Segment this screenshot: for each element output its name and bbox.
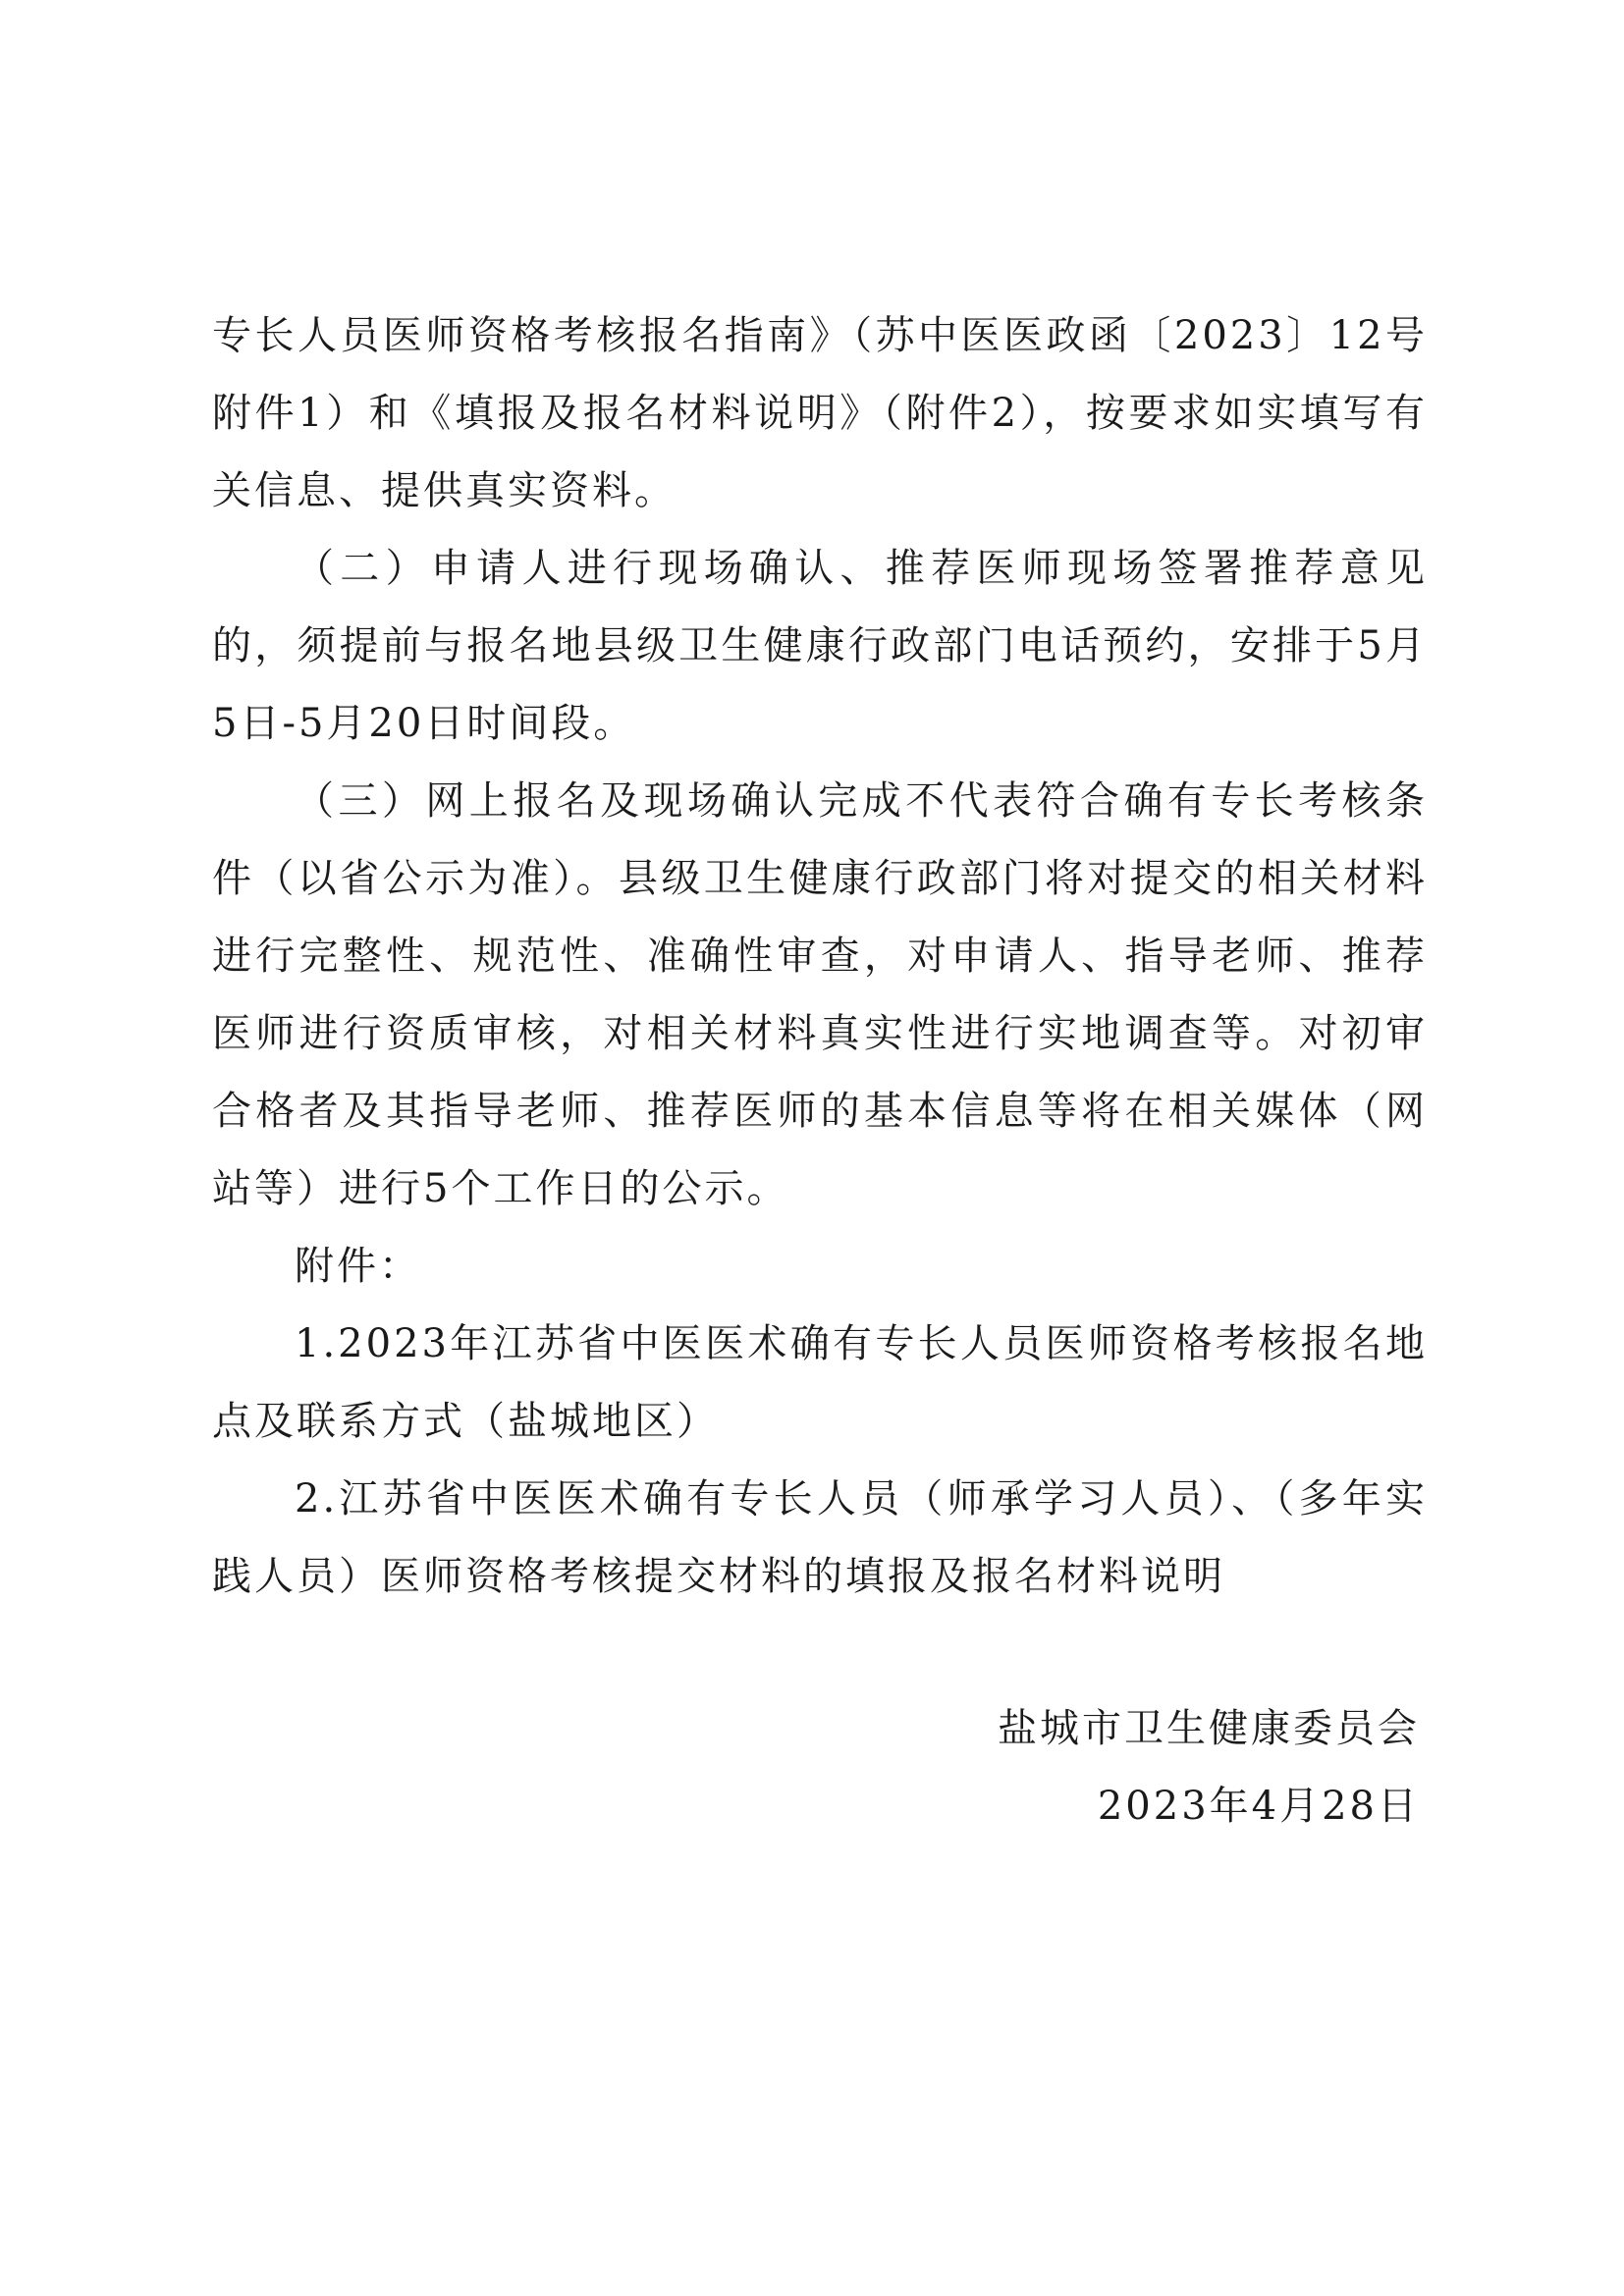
paragraph-review-notice: （三）网上报名及现场确认完成不代表符合确有专长考核条件（以省公示为准）。县级卫生健康行政部门将对提交的相关材料进行完整性、规范性、准确性审查，对申请人、指导老师、推荐医师进行资质审核，对相关材料真实性进行实地调查等。对初审合格者及其指导老师、推荐医师的基本信息等将在相关媒体（网站等）进行5个工作日的公示。 <box>212 778 1428 1211</box>
attachment-item-2: 2.江苏省中医医术确有专长人员（师承学习人员）、（多年实践人员）医师资格考核提交材料的填报及报名材料说明 <box>212 1476 1428 1599</box>
paragraph-guide-reference: 专长人员医师资格考核报名指南》（苏中医医政函〔2023〕12号附件1）和《填报及报名材料说明》（附件2），按要求如实填写有关信息、提供真实资料。 <box>212 313 1428 513</box>
document-body <box>212 297 1428 1616</box>
attachments-heading: 附件： <box>295 1244 421 1289</box>
attachment-item-1: 1.2023年江苏省中医医术确有专长人员医师资格考核报名地点及联系方式（盐城地区） <box>212 1321 1428 1444</box>
paragraph-onsite-confirmation: （二）申请人进行现场确认、推荐医师现场签署推荐意见的，须提前与报名地县级卫生健康行政部门电话预约，安排于5月5日-5月20日时间段。 <box>212 546 1428 746</box>
signature-date: 2023年4月28日 <box>1097 1784 1420 1829</box>
signature-organization: 盐城市卫生健康委员会 <box>998 1706 1420 1751</box>
signature-block <box>998 1690 1420 1845</box>
